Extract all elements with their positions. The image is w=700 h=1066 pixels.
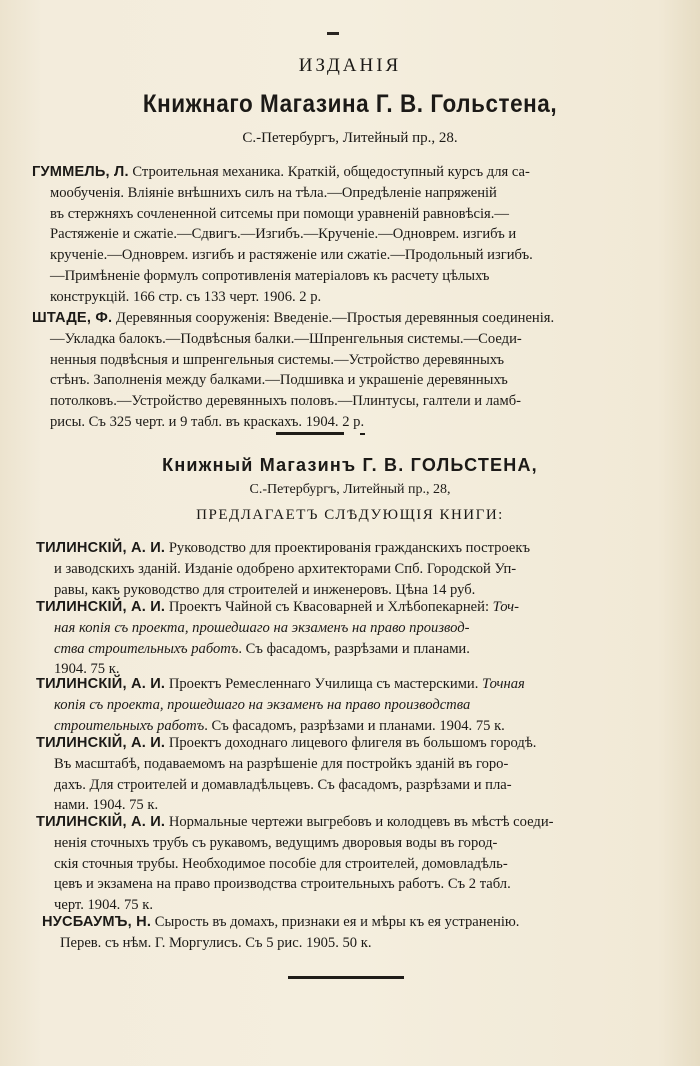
entry-text: ненія сточныхъ трубъ съ рукавомъ, ведущимъ дворовыя воды въ город- bbox=[54, 834, 498, 851]
entry-text: и заводскихъ зданій. Изданіе одобрено архитекторами Спб. Городской Уп- bbox=[54, 560, 517, 577]
entry-author: ТИЛИНСКІЙ, А. И. bbox=[36, 676, 166, 692]
bookshop-title: Книжнаго Магазина Г. В. Гольстена, bbox=[142, 90, 558, 118]
entry-text: цевъ и экзамена на право производства строительныхъ работъ. Съ 2 табл. bbox=[54, 876, 511, 893]
catalog-entry-hummel bbox=[32, 162, 662, 308]
entry-text: Проектъ Чайной съ Квасоварней и Хлѣбопекарней: bbox=[165, 599, 493, 615]
entry-text: Деревянныя сооруженія: Введеніе.—Простыя деревянныя соединенія. bbox=[112, 310, 555, 326]
entry-text: нами. 1904. 75 к. bbox=[54, 797, 159, 814]
entry-text-italic: копія съ проекта, прошедшаго на экзаменъ на право производства bbox=[54, 696, 471, 713]
entry-text: Проектъ Ремесленнаго Училища съ мастерскими. bbox=[165, 676, 483, 692]
entry-text-italic: ства строительныхъ работъ bbox=[54, 640, 239, 657]
entry-text: Проектъ доходнаго лицевого флигеля въ большомъ городѣ. bbox=[165, 735, 537, 751]
entry-author: ТИЛИНСКІЙ, А. И. bbox=[36, 814, 166, 830]
entry-text: Руководство для проектированія гражданскихъ построекъ bbox=[165, 540, 531, 556]
catalog-entry-nusbaum bbox=[42, 912, 662, 954]
catalog-entry-tilinsky-apartment bbox=[36, 733, 666, 816]
entry-text-italic: строительныхъ работъ bbox=[54, 717, 205, 734]
entry-text: черт. 1904. 75 к. bbox=[54, 897, 153, 914]
entry-text: равы, какъ руководство для строителей и инженеровъ. Цѣна 14 руб. bbox=[54, 581, 476, 598]
entry-text: Сырость въ домахъ, признаки ея и мѣры къ ея устраненію. bbox=[151, 914, 520, 930]
catalog-entry-tilinsky-trade-school bbox=[36, 674, 666, 736]
entry-text: Перев. съ нѣм. Г. Моргулисъ. Съ 5 рис. 1905. 50 к. bbox=[60, 934, 372, 951]
entry-text: Нормальные чертежи выгребовъ и колодцевъ въ мѣстѣ соеди- bbox=[165, 814, 554, 830]
entry-author: НУСБАУМЪ, Н. bbox=[42, 914, 152, 930]
entry-text: стѣнъ. Заполненія между балками.—Подшивка и украшеніе деревянныхъ bbox=[50, 372, 508, 389]
entry-author: ТИЛИНСКІЙ, А. И. bbox=[36, 540, 166, 556]
offers-heading: ПРЕДЛАГАЕТЪ СЛѢДУЮЩІЯ КНИГИ: bbox=[196, 507, 504, 523]
publications-heading: ИЗДАНІЯ bbox=[298, 55, 402, 76]
entry-text: Въ масштабѣ, подаваемомъ на разрѣшеніе для постройкъ зданій въ горо- bbox=[54, 755, 509, 772]
entry-text: Строительная механика. Краткій, общедоступный курсъ для са- bbox=[128, 164, 530, 180]
entry-text: рисы. Съ 325 черт. и 9 табл. въ краскахъ. 1904. 2 р. bbox=[50, 413, 365, 430]
section-divider bbox=[276, 432, 344, 435]
entry-author: ШТАДЕ, Ф. bbox=[32, 310, 113, 326]
entry-text: потолковъ.—Устройство деревянныхъ половъ.—Плинтусы, галтели и ламб- bbox=[50, 393, 522, 410]
catalog-entry-tilinsky-cesspools bbox=[36, 812, 666, 916]
entry-text: дахъ. Для строителей и домавладѣльцевъ. Съ фасадомъ, разрѣзами и пла- bbox=[54, 776, 512, 793]
entry-text-italic: Точ- bbox=[492, 599, 519, 615]
entry-text: крученіе.—Одноврем. изгибъ и растяженіе или сжатіе.—Продольный изгибъ. bbox=[50, 247, 533, 264]
bookshop-address: С.-Петербургъ, Литейный пр., 28. bbox=[242, 130, 458, 146]
entry-text-italic: ная копія съ проекта, прошедшаго на экзаменъ на право производ- bbox=[54, 619, 470, 636]
entry-author: ГУММЕЛЬ, Л. bbox=[32, 164, 129, 180]
entry-text: въ стержняхъ сочлененной ситсемы при помощи уравненій равновѣсія.— bbox=[50, 205, 509, 222]
divider-dot bbox=[360, 433, 365, 435]
entry-author: ТИЛИНСКІЙ, А. И. bbox=[36, 599, 166, 615]
bookshop-address-2: С.-Петербургъ, Литейный пр., 28, bbox=[249, 482, 451, 497]
entry-text: конструкцій. 166 стр. съ 133 черт. 1906. 2 р. bbox=[50, 288, 322, 305]
entry-text: скія сточныя трубы. Необходимое пособіе для строителей, домовладѣль- bbox=[54, 855, 508, 872]
catalog-entry-tilinsky-tea-house bbox=[36, 597, 666, 680]
entry-text: —Укладка балокъ.—Подвѣсныя балки.—Шпренгельныя системы.—Соеди- bbox=[50, 330, 522, 347]
entry-text: мообученія. Вліяніе внѣшнихъ силъ на тѣла.—Опредѣленіе напряженій bbox=[50, 184, 497, 201]
entry-text: —Примѣненіе формулъ сопротивленія матеріаловъ къ расчету цѣлыхъ bbox=[50, 267, 490, 284]
bookshop-heading: Книжный Магазинъ Г. В. ГОЛЬСТЕНА, bbox=[162, 455, 538, 475]
entry-text: 1904. 75 к. bbox=[54, 661, 120, 678]
catalog-entry-tilinsky-guide bbox=[36, 538, 666, 600]
entry-text: . Съ фасадомъ, разрѣзами и планами. 1904. 75 к. bbox=[204, 717, 505, 734]
entry-author: ТИЛИНСКІЙ, А. И. bbox=[36, 735, 166, 751]
printer-mark bbox=[327, 32, 339, 35]
end-divider bbox=[288, 976, 404, 979]
entry-text: Растяженіе и сжатіе.—Сдвигъ.—Изгибъ.—Крученіе.—Одноврем. изгибъ и bbox=[50, 226, 517, 243]
entry-text: . Съ фасадомъ, разрѣзами и планами. bbox=[238, 640, 470, 657]
catalog-entry-shtade bbox=[32, 308, 662, 433]
entry-text-italic: Точная bbox=[482, 676, 525, 692]
entry-text: ненныя подвѣсныя и шпренгельныя системы.—Устройство деревянныхъ bbox=[50, 351, 505, 368]
